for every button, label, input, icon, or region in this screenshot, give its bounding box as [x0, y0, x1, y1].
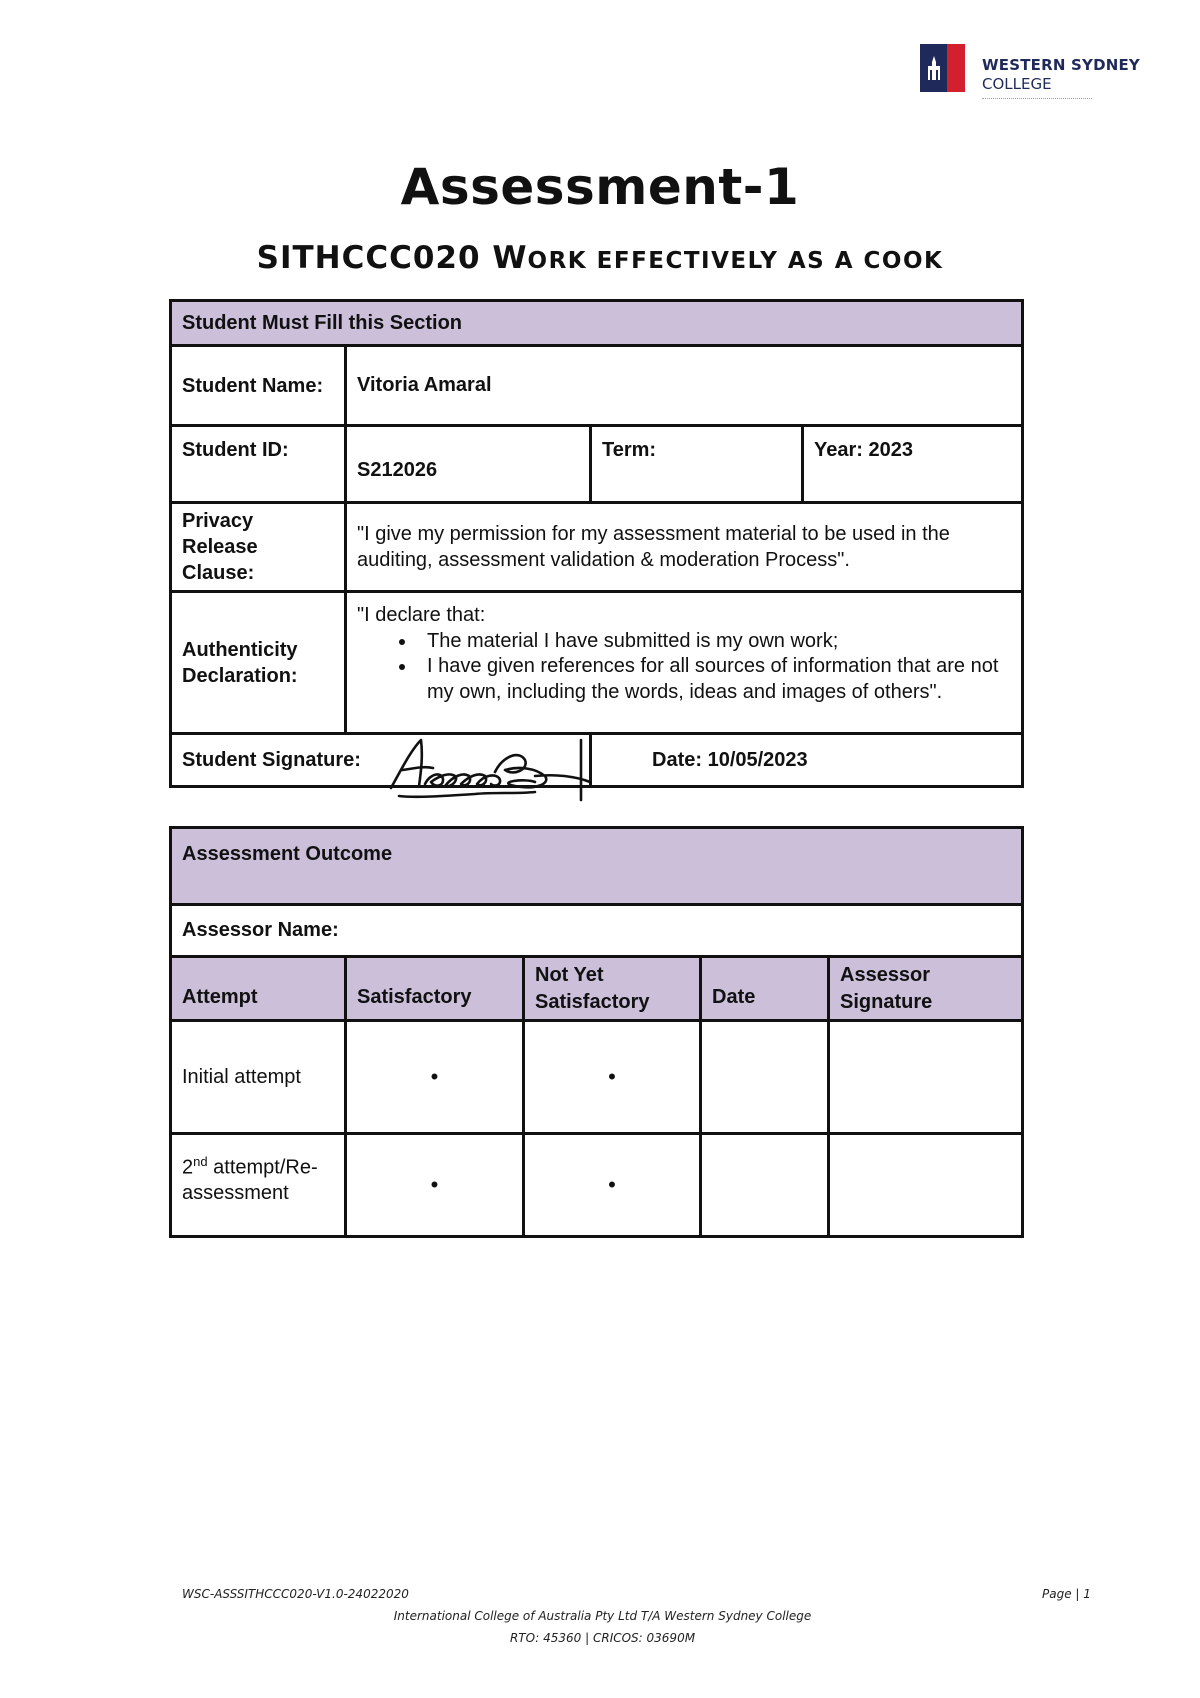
authenticity-item: • I have given references for all sources of information that are not my own, including the words, ideas and images of others".	[417, 654, 1011, 705]
date-cell[interactable]	[701, 1134, 829, 1237]
attempt-ordinal: 2	[182, 1156, 194, 1179]
assessor-signature-cell[interactable]	[829, 1021, 1023, 1134]
logo-emblem-icon	[920, 44, 947, 92]
student-id-label: Student ID:	[171, 426, 346, 503]
student-section-table	[169, 299, 1024, 788]
col-header-attempt: Attempt	[171, 957, 346, 1021]
term-label[interactable]: Term:	[591, 426, 803, 503]
satisfactory-checkbox[interactable]: •	[346, 1134, 524, 1237]
privacy-label: Privacy Release Clause:	[171, 503, 346, 592]
satisfactory-checkbox[interactable]: •	[346, 1021, 524, 1134]
assessor-name-label[interactable]: Assessor Name:	[171, 905, 1023, 957]
col-header-assessor-signature: Assessor Signature	[829, 957, 1023, 1021]
logo-tagline	[982, 98, 1092, 101]
assessment-outcome-table	[169, 826, 1024, 1238]
authenticity-list	[357, 629, 1011, 706]
not-yet-satisfactory-checkbox[interactable]: •	[524, 1021, 701, 1134]
student-name-label: Student Name:	[171, 346, 346, 426]
footer-company: International College of Australia Pty Ltd T/A Western Sydney College	[393, 1609, 812, 1623]
col-header-not-yet-satisfactory: Not Yet Satisfactory	[524, 957, 701, 1021]
attempt-ordinal-suffix: nd	[193, 1154, 208, 1169]
college-logo	[920, 44, 1140, 106]
authenticity-label: Authenticity Declaration:	[171, 592, 346, 734]
subtitle-rest: ORK EFFECTIVELY AS A COOK	[527, 248, 944, 274]
signature-label: Student Signature:	[182, 748, 361, 771]
footer-rto: RTO: 45360 | CRICOS: 03690M	[509, 1631, 696, 1645]
not-yet-satisfactory-checkbox[interactable]: •	[524, 1134, 701, 1237]
table-row	[171, 1021, 1023, 1134]
logo-name-line2: COLLEGE	[982, 75, 1052, 93]
attempt-text: attempt/Re-assessment	[182, 1156, 318, 1204]
student-name-value[interactable]: Vitoria Amaral	[346, 346, 1023, 426]
student-signature-image	[385, 732, 610, 804]
privacy-text: "I give my permission for my assessment material to be used in the auditing, assessment validation & moderation Process".	[346, 503, 1023, 592]
logo-red-bar	[947, 44, 965, 92]
authenticity-declaration	[346, 592, 1023, 734]
col-header-satisfactory: Satisfactory	[346, 957, 524, 1021]
table-row	[171, 1134, 1023, 1237]
assessor-signature-cell[interactable]	[829, 1134, 1023, 1237]
date-label[interactable]: Date: 10/05/2023	[591, 734, 1023, 787]
authenticity-item: • The material I have submitted is my own work;	[417, 629, 1011, 655]
date-cell[interactable]	[701, 1021, 829, 1134]
authenticity-intro: "I declare that:	[357, 604, 486, 626]
student-id-value[interactable]: S212026	[346, 426, 591, 503]
subtitle-code: SITHCCC020 W	[256, 240, 528, 276]
attempt-cell	[171, 1134, 346, 1237]
page-subtitle	[0, 240, 1200, 276]
logo-name-line1: WESTERN SYDNEY	[982, 56, 1140, 74]
footer-doc-code: WSC-ASSSITHCCC020-V1.0-24022020	[182, 1587, 409, 1601]
student-section-header: Student Must Fill this Section	[171, 301, 1023, 346]
footer-page-number: Page | 1	[1042, 1587, 1091, 1601]
page-title: Assessment-1	[400, 158, 800, 216]
outcome-header: Assessment Outcome	[171, 828, 1023, 905]
col-header-date: Date	[701, 957, 829, 1021]
attempt-cell: Initial attempt	[171, 1021, 346, 1134]
year-label[interactable]: Year: 2023	[803, 426, 1023, 503]
